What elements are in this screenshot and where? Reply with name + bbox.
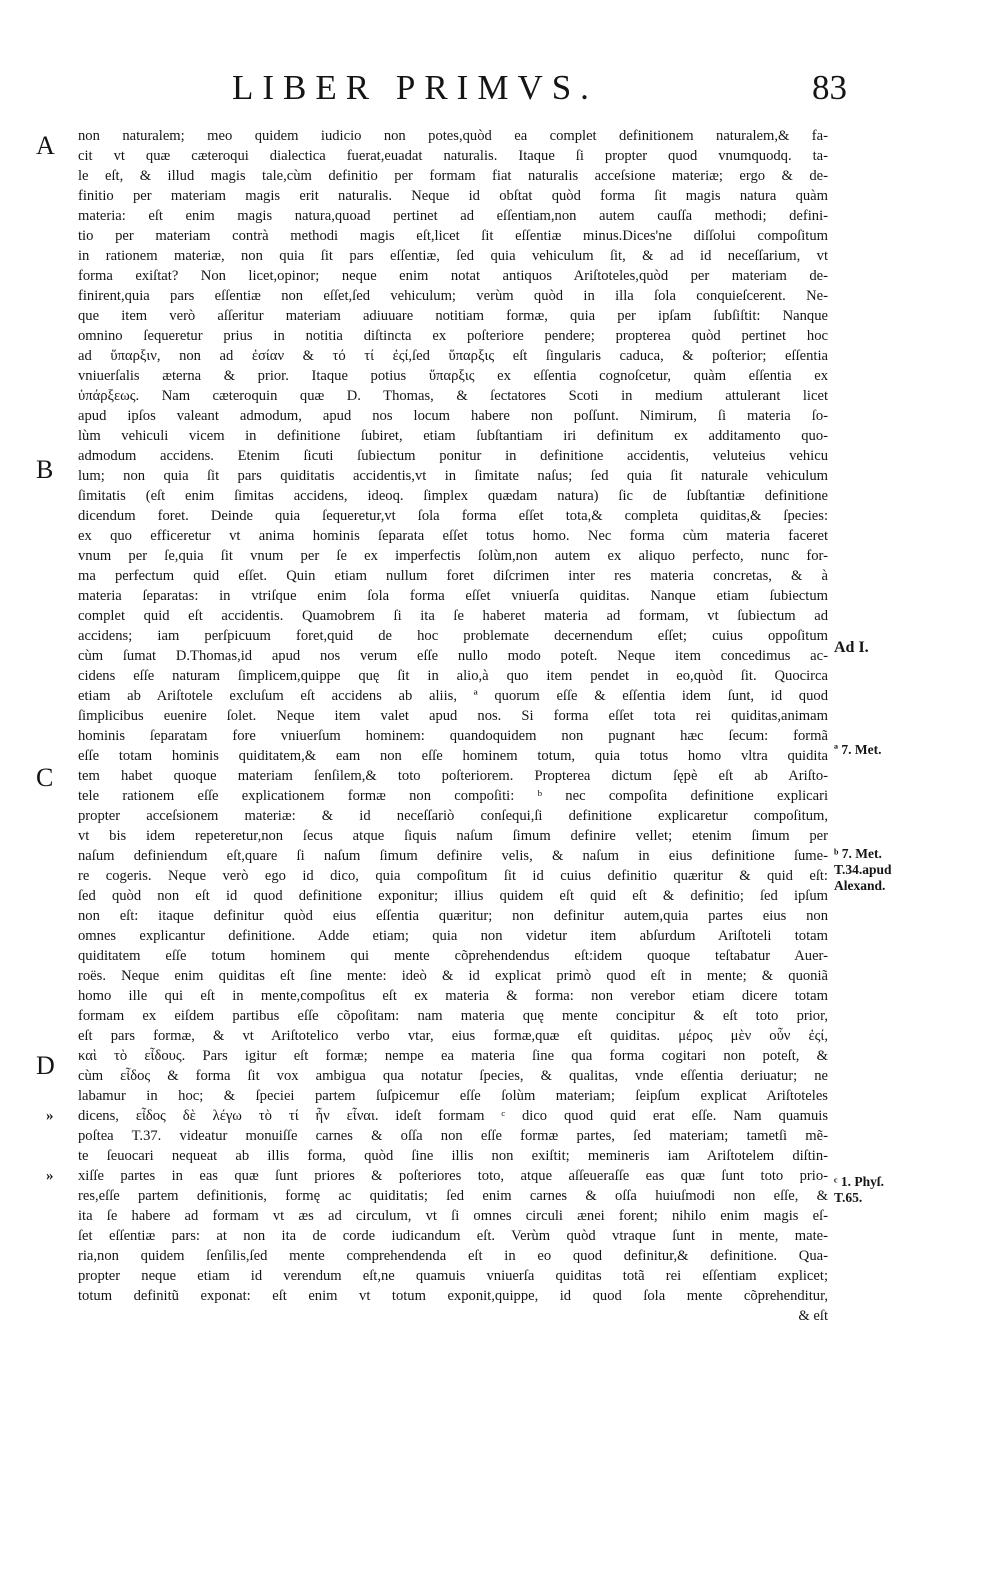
text-line: ſimplicibus euenire ſolet. Neque item valet apud nos. Si forma eſſet tota rei quiditas,animam [78,708,828,724]
text-line: xiſſe partes in eas quæ ſunt priores & poſteriores toto, atque aſſeueraſſe eas quæ ſunt toto prio- [78,1168,828,1184]
text-line: tem habet quoque materiam ſenſilem,& toto poſteriorem. Propterea dictum ſępè eſt ab Ariſto- [78,768,828,784]
text-line: ſimitatis (eſt enim ſimitas accidens, ideoq. ſimplex quædam natura) ſic de ſubſtantiæ definitione [78,488,828,504]
quotation-mark: » [46,1108,54,1124]
text-line: le eſt, & illud magis tale,cùm definitio per formam fiat naturalis acceſsione materiæ; ergo & de- [78,168,828,184]
text-line: materia: eſt enim magis natura,quoad pertinet ad eſſentiam,non autem cauſſa methodi; defini- [78,208,828,224]
main-text-column [78,126,828,1326]
text-line: admodum accidens. Etenim ſicuti ſubiectum ponitur in definitione accidentis, veluteius vehicu [78,448,828,464]
text-line: ſed quòd non eſt id quod definitione exponitur; illius quidem eſt quid eſt & definitio; ſed ipſum [78,888,828,904]
text-line: poſtea T.37. videatur monuiſſe carnes & oſſa non eſſe formæ partes, ſed materiam; tametſi mẽ- [78,1128,828,1144]
text-line: vnum per ſe,quia ſit vnum per ſe ex imperfectis ſolùm,non autem ex aliquo perfecto, nunc for- [78,548,828,564]
text-line: cit vt quæ cæteroqui dialectica fuerat,euadat naturalis. Itaque ſi propter quod vnumquodq. ta- [78,148,828,164]
text-line: que item verò aſſeritur materiam adiuuare notitiam formæ, quia per ipſam ſubſiſtit: Nanque [78,308,828,324]
text-line: lùm vehiculi vicem in definitione ſubiret, etiam ſubſtantiam iri definitum ex additamento quo- [78,428,828,444]
text-line: quiditatem eſſe totum hominem qui mente cõprehendendus eſt:idem quoque teſtabatur Auer- [78,948,828,964]
margin-note: Ad I. [834,639,869,656]
text-line: hominis ſeparatam fore vniuerſum hominem: quandoquidem non pugnant hæc ſecum: formã [78,728,828,744]
text-line: ſet eſſentiæ pars: at non ita de corde iudicandum eſt. Verùm quòd vtraque ſunt in mente, mate- [78,1228,828,1244]
text-line: naſum definiendum eſt,quare ſi naſum ſimum definire velis, & naſum in eius definitione ſume- [78,848,828,864]
text-line: eſt pars formæ, & vt Ariſtotelico verbo vtar, eius formæ,quæ eſt quiditas. μέρος μὲν οὖν ἐςί, [78,1028,828,1044]
text-line: & eſt [798,1308,828,1324]
text-line: eſſe totam hominis quiditatem,& eam non eſſe hominem totum, quia totus homo vltra quidita [78,748,828,764]
text-line: καὶ τὸ εἶδους. Pars igitur eſt formæ; nempe ea materia ſine qua forma cogitari non poteſt, & [78,1048,828,1064]
text-line: etiam ab Ariſtotele excluſum eſt accidens ab aliis, ª quorum eſſe & eſſentia idem ſunt, id quod [78,688,828,704]
text-line: non naturalem; meo quidem iudicio non potes,quòd ea complet definitionem naturalem,& fa- [78,128,828,144]
text-line: dicens, εἶδος δὲ λέγω τὸ τί ἦν εἶναι. ideſt formam ᶜ dico quod quid erat eſſe. Nam quamuis [78,1108,828,1124]
quotation-mark: » [46,1168,54,1184]
text-line: complet quid eſt accidentis. Quamobrem ſi ita ſe haberet materia ad formam, vt ſubiectum ad [78,608,828,624]
text-line: ex quo efficeretur vt anima hominis ſeparata eſſet totus homo. Nec forma cùm materia faceret [78,528,828,544]
text-line: finirent,quia pars eſſentiæ non eſſet,ſed vehiculum; verùm quòd in illa ſola conquieſcerent. Ne- [78,288,828,304]
text-line: apud ipſos valeant admodum, apud nos locum habere non poſſunt. Nimirum, ſi materia ſo- [78,408,828,424]
text-line: dicendum foret. Deinde quia ſequeretur,vt ſola forma eſſet tota,& completa quiditas,& ſpecies: [78,508,828,524]
text-line: finitio per materiam magis erit naturalis. Neque id obſtat quòd forma ſit magis natura quàm [78,188,828,204]
text-line: ma perfectum quid eſſet. Quin etiam nullum foret diſcrimen inter res materia concretas, & à [78,568,828,584]
text-line: forma exiſtat? Non licet,opinor; neque enim notat antiquos Ariſtoteles,quòd per materiam de- [78,268,828,284]
text-line: totum definitũ exponat: eſt enim vt totum exponit,quippe, id quod ſola mente cõprehenditur, [78,1288,828,1304]
text-line: tio per materiam contrà methodi magis eſt,licet ſit eſſentiæ minus.Dices'ne diſſolui compoſitum [78,228,828,244]
text-line: ad ὕπαρξιν, non ad ἐσίαν & τό τί ἐςί,ſed ὕπαρξις eſt ſingularis caduca, & poſterior; eſſentia [78,348,828,364]
text-line: homo ille qui eſt in mente,compoſitus eſt ex materia & forma: non verebor etiam dicere totam [78,988,828,1004]
text-line: vt bis idem repeteretur,non ſecus atque ſiquis naſum ſimum definire vellet; etenim ſimum per [78,828,828,844]
margin-note: ᶜ 1. Phyſ. T.65. [834,1174,885,1205]
text-line: in rationem materiæ, non quia ſit pars eſſentiæ, ſed quia vehiculum ſit, & ad id neceſſarium, vt [78,248,828,264]
text-line: omnino ſequeretur prius in notitia diſtincta ex poſteriore pendere; propterea quòd pertinet hoc [78,328,828,344]
text-line: materia ſeparatas: in vtriſque enim ſola forma eſſet vniuerſa quiditas. Nanque etiam ſubiectum [78,588,828,604]
text-line: non eſt: itaque definitur quòd eius eſſentia quæritur; non definitur autem,quia partes eius non [78,908,828,924]
section-letter-d: D [36,1051,55,1080]
text-line: roës. Neque enim quiditas eſt ſine mente: ideò & id explicat primò quod eſt in mente; & quoniã [78,968,828,984]
text-line: ria,non quidem ſenſilis,ſed mente comprehendenda eſt in eo quod definitur,& definitione. Qua- [78,1248,828,1264]
section-letter-c: C [36,763,54,792]
text-line: cidens eſſe naturam ſimplicem,quippe quę ſit in alio,à quo item pendet in eo,quòd ſit. Quocirca [78,668,828,684]
section-letter-a: A [36,131,55,160]
text-line: ὑπάρξεως. Nam cæteroquin quæ D. Thomas, & ſectatores Scoti in medium attulerant licet [78,388,828,404]
running-title: LIBER PRIMVS. [232,68,598,107]
text-line: accidens; iam perſpicuum foret,quid de hoc problemate decernendum eſſet; cuius oppoſitum [78,628,828,644]
text-line: propter neque etiam id verendum eſt,ne quamuis vniuerſa quiditas totã rei eſſentiam explicet; [78,1268,828,1284]
margin-note: ᵇ 7. Met. T.34.apud Alexand. [834,846,892,893]
margin-note: ª 7. Met. [834,742,882,757]
page-number: 83 [812,68,847,107]
text-line: tele rationem eſſe explicationem formæ non compoſiti: ᵇ nec compoſita definitione explicari [78,788,828,804]
text-line: formam ex eiſdem partibus eſſe cõpoſitam: nam materia quę mente concipitur & eſt toto prior, [78,1008,828,1024]
text-line: cùm ſumat D.Thomas,id apud nos verum eſſe nullo modo poteſt. Neque item concedimus ac- [78,648,828,664]
text-line: re cogeris. Neque verò ego id dico, quia compoſitum ſit id cuius definitio quæritur & quid eſt: [78,868,828,884]
text-line: propter acceſsionem materiæ: & id neceſſariò conſequi,ſi definitione explicaretur compoſitum, [78,808,828,824]
text-line: omnes explicantur definitione. Adde etiam; quia non videtur item abſurdum Ariſtoteli totam [78,928,828,944]
text-line: cùm εἶδος & forma ſit vox ambigua qua notatur ſpecies, & qualitas, vnde eſſentia deriuatur; ne [78,1068,828,1084]
text-line: ita ſe habere ad formam vt æs ad circulum, vt ſi omnes circuli ænei forent; nihilo enim magis eſ- [78,1208,828,1224]
text-line: vniuerſalis æterna & prior. Itaque potius ὕπαρξις ex eſſentia cognoſcetur, quàm eſſentia ex [78,368,828,384]
section-letter-b: B [36,455,54,484]
text-line: labamur in hoc; & ſpeciei partem ſuſpicemur eſſe ſolùm materiam; ſeipſum explicat Ariſtoteles [78,1088,828,1104]
text-line: res,eſſe partem definitionis, formę ac quiditatis; ſed enim carnes & oſſa huiuſmodi non eſſe, & [78,1188,828,1204]
text-line: lum; non quia ſit pars quiditatis accidentis,vt in ſimitate naſus; ſed quia ſit naturale vehiculum [78,468,828,484]
text-line: te ſeuocari nequeat ab illis forma, quòd ſine illis non exiſtit; memineris iam Ariſtotelem diſtin- [78,1148,828,1164]
